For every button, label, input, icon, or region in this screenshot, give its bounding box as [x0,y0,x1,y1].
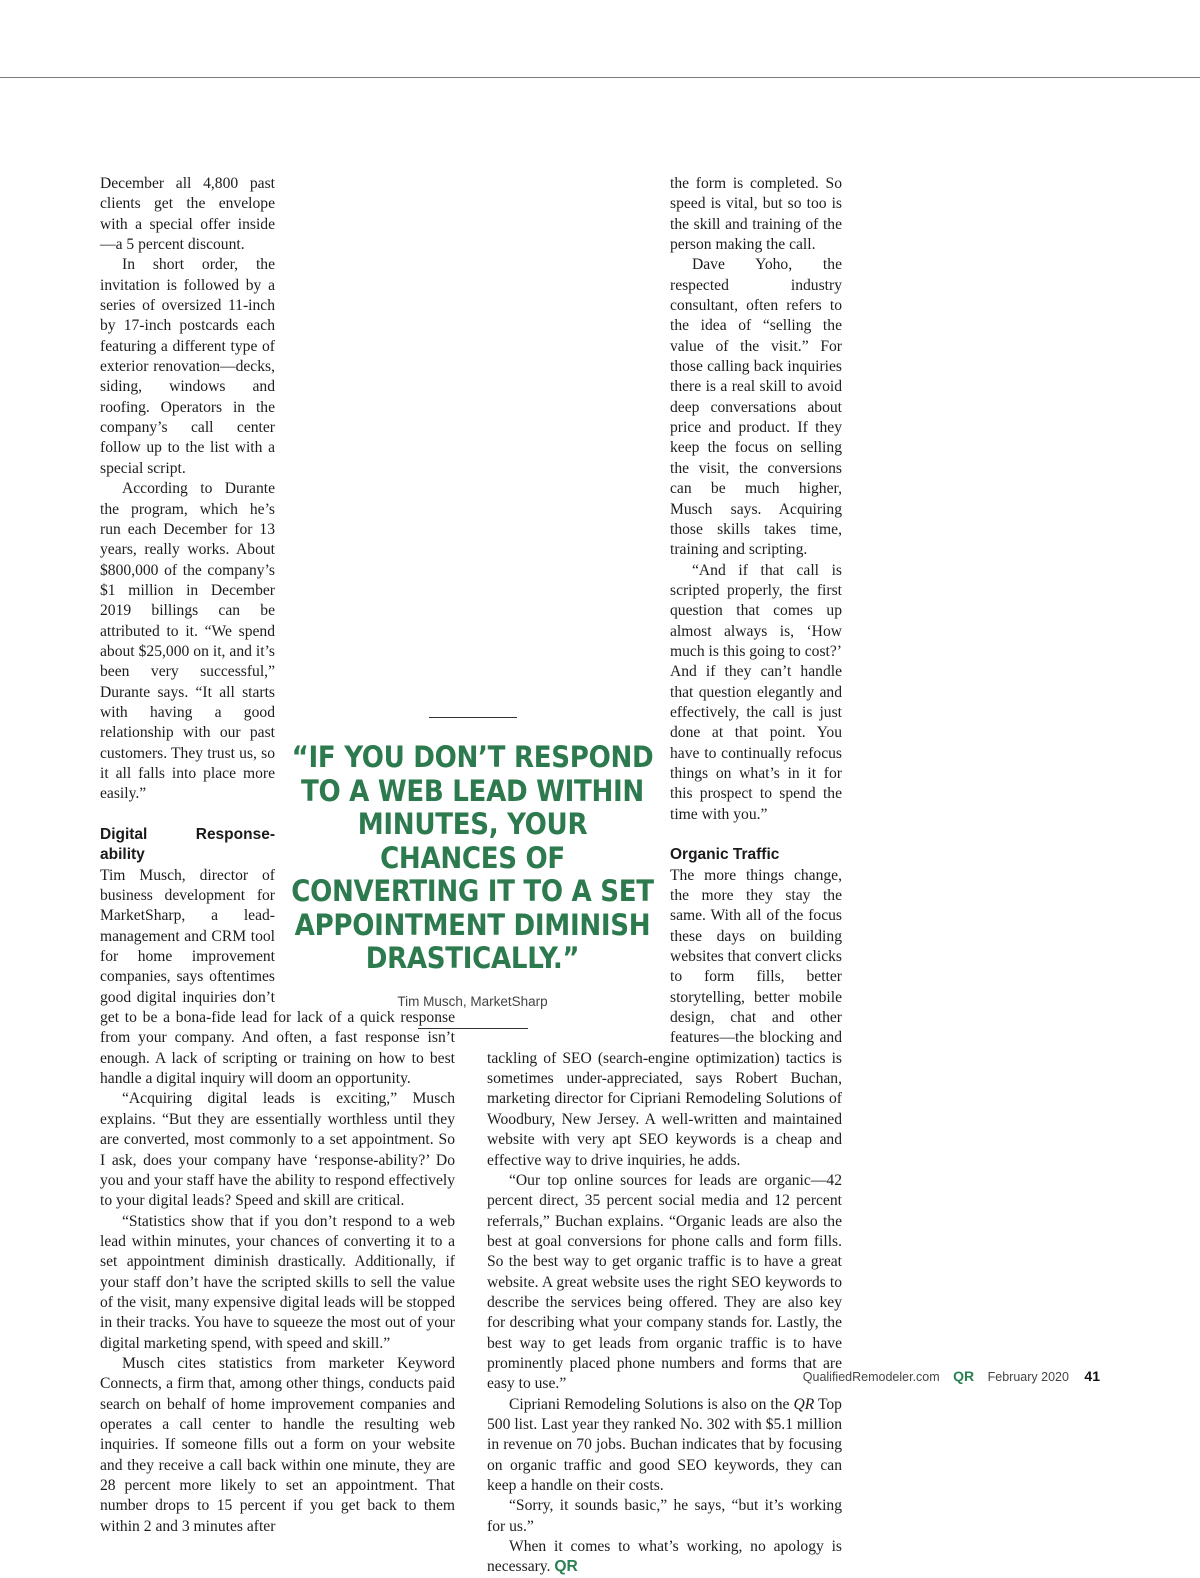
paragraph: “And if that call is scripted properly, the first question that comes up almost always is, ‘How much is this going to cost?’ And if they can’t handle that question elegantly and effectively, the call is just done at that point. You have to continually refocus things on what’s in it for this prospect to spend the time with you.” [670,561,842,823]
paragraph: Dave Yoho, the respected industry consultant, often refers to the idea of “selling the value of the visit.” For those calling back inquiries there is a real skill to avoid deep conversations about price and product. If they keep the focus on selling the visit, the conversions can be much higher, Musch says. Acquiring those skills takes time, training and scripting. [670,256,842,559]
paragraph: “Acquiring digital leads is exciting,” Musch explains. “But they are essentially worthless until they are converted, most commonly to a set appointment. So I ask, does your company have ‘response-ability?’ Do you and your staff have the ability to respond effectively to your digital leads? Speed and skill are critical. [100,1090,455,1210]
paragraph: Musch cites statistics from marketer Keyword Connects, a firm that, among other things, conducts paid search on behalf of home improvement companies and operates a call center to handle the resulting web inquiries. If someone fills out a form on your website and they receive a call back within one minute, they are 28 percent more likely to set an appointment. That number drops to 15 percent if you get back to them within 2 and 3 minutes after [100,1354,455,1535]
page-number: 41 [1084,1368,1100,1384]
section-heading-organic-traffic: Organic Traffic [670,846,780,864]
footer-site: QualifiedRemodeler.com [802,1370,940,1384]
paragraph: Tim Musch, director of business development for MarketSharp, a lead-management and CRM tool for home improvement companies, says oftentimes good digital inquiries don’t get to be a bona-fide lead for lack of a quick response from your company. And often, a fast response isn’t enough. A lack of scripting or training on how to best handle a digital inquiry will doom an opportunity. [100,866,455,1088]
header-rule [0,77,1200,78]
pull-quote-text: “IF YOU DON’T RESPOND TO A WEB LEAD WITHIN MINUTES, YOUR CHANCES OF CONVERTING IT TO A SET APPOINTMENT DIMINISH DRASTICALLY.” [291,740,654,975]
paragraph: Cipriani Remodeling Solutions is also on the QR Top 500 list. Last year they ranked No. 302 with $5.1 million in revenue on 70 jobs. Buchan indicates that by focusing on organic traffic and good SEO keywords, they can keep a handle on their costs. [487,1395,842,1494]
paragraph: “Our top online sources for leads are organic—42 percent direct, 35 percent social media and 12 percent referrals,” Buchan explains. “Organic leads are also the best at goal conversions for phone calls and form fills. So the best way to get organic traffic is to have a great website. A great website uses the right SEO keywords to describe the services being offered. They are also key for describing what your company stands for. Lastly, the best way to get leads from organic traffic is to have prominently placed phone numbers and forms that are easy to use.” [487,1171,842,1393]
paragraph: “Statistics show that if you don’t respond to a web lead within minutes, your chances of converting it to a set appointment diminish drastically. Additionally, if your staff don’t have the scripted skills to sell the value of the visit, many expensive digital leads will be stopped in their tracks. You have to squeeze the most out of your digital marketing spend, with speed and skill.” [100,1212,455,1352]
pull-quote-attribution: Tim Musch, MarketSharp [397,993,548,1009]
pull-quote-rule-top [429,717,517,718]
section-heading-digital-response-ability: Digital Response-ability [100,826,275,864]
footer-issue: February 2020 [987,1370,1069,1384]
paragraph: December all 4,800 past clients get the envelope with a special offer inside—a 5 percent discount. [100,175,275,254]
footer-logo: QR [953,1368,975,1384]
paragraph: When it comes to what’s working, no apology is necessary. QR [487,1538,842,1576]
paragraph: “Sorry, it sounds basic,” he says, “but it’s working for us.” [487,1497,842,1535]
pull-quote [290,705,655,1029]
paragraph: the form is completed. So speed is vital, but so too is the skill and training of the person making the call. [670,175,842,254]
paragraph: In short order, the invitation is followed by a series of oversized 11-inch by 17-inch postcards each featuring a different type of exterior renovation—decks, siding, windows and roofing. Operators in the company’s call center follow up to the list with a special script. [100,256,275,477]
page-footer [803,1368,1100,1384]
pull-quote-rule-bottom [418,1028,528,1029]
paragraph: According to Durante the program, which he’s run each December for 13 years, really works. About $800,000 of the company’s $1 million in December 2019 billings can be attributed to it. “We spend about $25,000 on it, and it’s been very successful,” Durante says. “It all starts with having a good relationship with our past customers. They trust us, so it all falls into place more easily.” [100,480,275,803]
paragraph: The more things change, the more they stay the same. With all of the focus these days on building websites that convert clicks to form fills, better storytelling, better mobile design, chat and other features—the blocking and tackling of SEO (search-engine optimization) tactics is sometimes under-appreciated, says Robert Buchan, marketing director for Cipriani Remodeling Solutions of Woodbury, New Jersey. A well-written and maintained website with very apt SEO keywords is a cheap and effective way to drive inquiries, he adds. [487,866,842,1169]
end-mark-logo: QR [554,1558,578,1576]
